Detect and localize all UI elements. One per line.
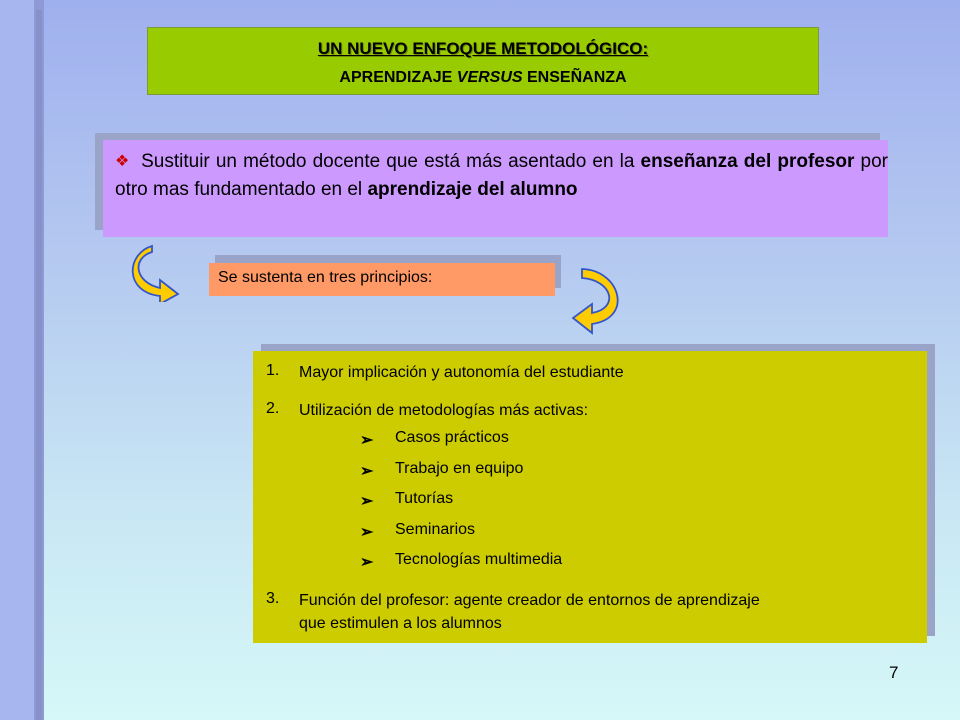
arrowhead-bullet-icon: ➢: [360, 493, 374, 510]
list-text: Mayor implicación y autonomía del estudiante: [299, 364, 624, 381]
method-text: Trabajo en equipo: [395, 460, 524, 477]
list-text-line1: Función del profesor: agente creador de entornos de aprendizaje: [299, 592, 760, 609]
statement-bold2: aprendizaje del alumno: [367, 179, 578, 200]
slide-title-box: [147, 27, 819, 95]
diamond-bullet-icon: ❖: [115, 153, 130, 170]
method-text: Casos prácticos: [395, 429, 509, 446]
list-number: 1.: [266, 362, 280, 379]
statement-part1: Sustituir un método docente que está más asentado en la: [141, 151, 641, 172]
list-text-line2: que estimulen a los alumnos: [299, 615, 502, 632]
arrowhead-bullet-icon: ➢: [360, 554, 374, 571]
list-text: Utilización de metodologías más activas:: [299, 402, 589, 419]
statement-part2: por otro mas fundamentado en el: [115, 151, 888, 200]
principles-list-box: [253, 351, 927, 643]
slide-subtitle: [148, 69, 818, 87]
subtitle-part-c: ENSEÑANZA: [522, 69, 627, 86]
curved-arrow-left-icon: [130, 244, 186, 302]
page-number: 7: [889, 663, 899, 682]
method-text: Seminarios: [395, 521, 476, 538]
curved-arrow-right-icon: [570, 266, 630, 338]
statement-box: [103, 140, 888, 237]
statement-bold1: enseñanza del profesor: [640, 151, 855, 172]
slide-title: UN NUEVO ENFOQUE METODOLÓGICO:: [317, 39, 649, 58]
arrowhead-bullet-icon: ➢: [360, 524, 374, 541]
principles-label-box: Se sustenta en tres principios:: [209, 263, 555, 296]
list-number: 3.: [266, 590, 280, 607]
list-number: 2.: [266, 400, 280, 417]
left-decorative-bar: [0, 0, 44, 720]
subtitle-part-versus: VERSUS: [456, 69, 523, 86]
arrowhead-bullet-icon: ➢: [360, 463, 374, 480]
arrowhead-bullet-icon: ➢: [360, 432, 374, 449]
method-text: Tutorías: [395, 490, 454, 507]
statement-text: [115, 151, 888, 200]
subtitle-part-a: APRENDIZAJE: [339, 69, 457, 86]
method-text: Tecnologías multimedia: [395, 551, 563, 568]
